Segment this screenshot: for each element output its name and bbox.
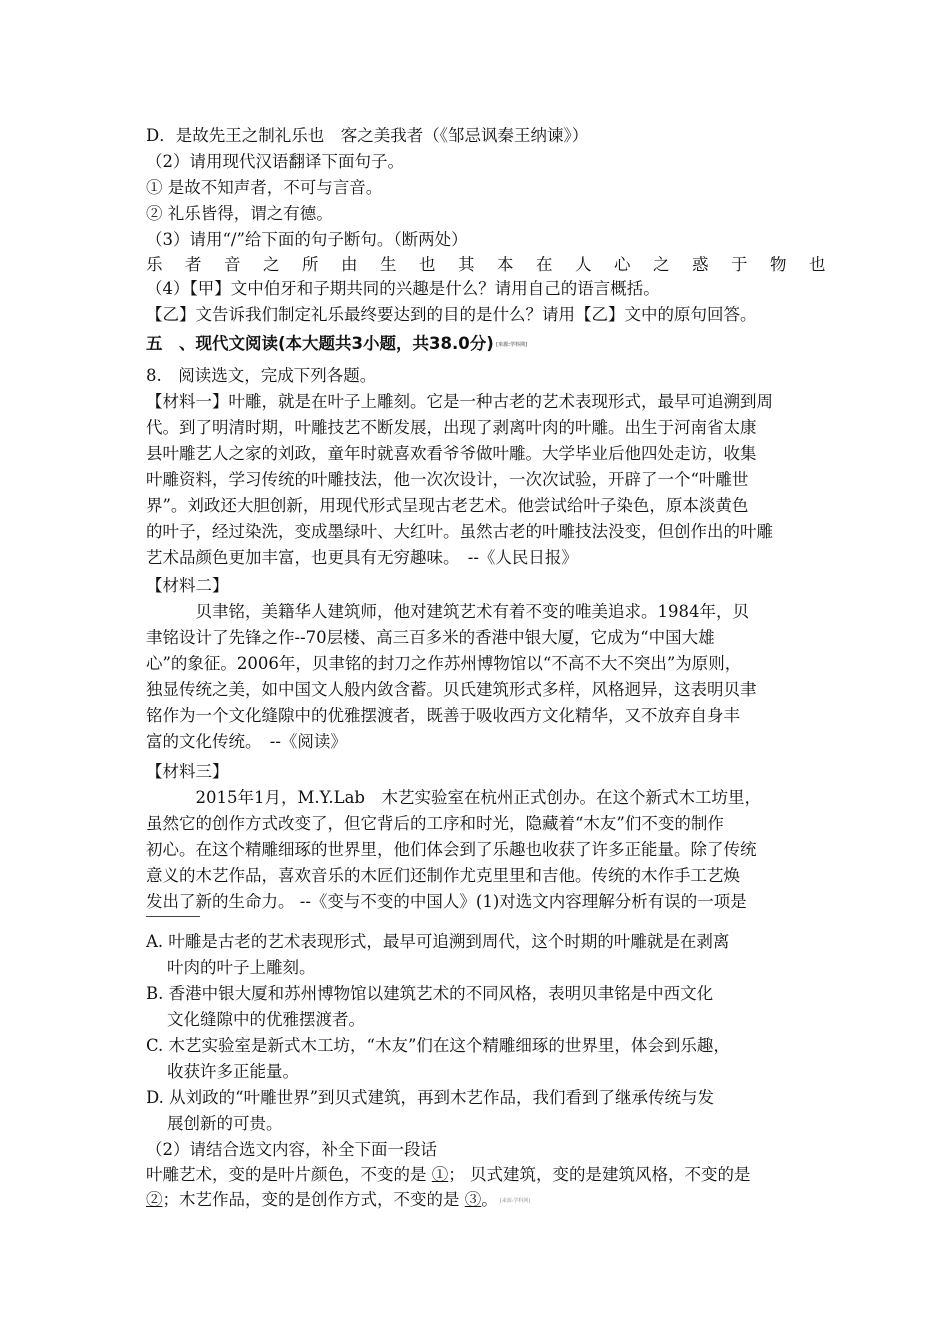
option-b-line: 文化缝隙中的优雅摆渡者。 [167,1010,365,1029]
answer-blank-line [146,916,200,917]
material-1-line: 艺术品颜色更加丰富，也更具有无穷趣味。 --《人民日报》 [146,548,578,567]
option-b-line: B. 香港中银大厦和苏州博物馆以建筑艺术的不同风格，表明贝聿铭是中西文化 [146,984,714,1003]
question-2-fill-prompt: （2）请结合选文内容，补全下面一段话 [146,1140,437,1159]
question-4-jia: （4）【甲】文中伯牙和子期共同的兴趣是什么？请用自己的语言概括。 [146,279,660,298]
material-1-line: 代。到了明清时期，叶雕技艺不断发展，出现了剥离叶肉的叶雕。出生于河南省太康 [146,418,757,437]
material-2-line: 聿铭设计了先锋之作--70层楼、高三百多米的香港中银大厦，它成为“中国大雄 [146,628,715,647]
material-2-line: 铭作为一个文化缝隙中的优雅摆渡者，既善于吸收西方文化精华，又不放弃自身丰 [146,706,740,725]
material-3-line: 意义的木艺作品，喜欢音乐的木匠们还制作尤克里里和吉他。传统的木作手工艺焕 [146,866,740,885]
option-c-line: 收获许多正能量。 [167,1062,299,1081]
material-3-heading: 【材料三】 [146,762,229,781]
fill-text: 。 [481,1190,498,1209]
material-2-heading: 【材料二】 [146,576,229,595]
material-2-line: 独显传统之美，如中国文人般内敛含蓄。贝氏建筑形式多样，风格迥异，这表明贝聿 [146,680,757,699]
material-2-line: 富的文化传统。 --《阅读》 [146,732,347,751]
material-1-line: 县叶雕艺人之家的刘政，童年时就喜欢看爷爷做叶雕。大学毕业后他四处走访，收集 [146,444,757,463]
option-d-line: D．是故先王之制礼乐也 客之美我者（《邹忌讽秦王纳谏》） [146,126,589,145]
material-1-line: 【材料一】叶雕，就是在叶子上雕刻。它是一种古老的艺术表现形式，最早可追溯到周 [146,392,773,411]
fill-text: ；木艺作品，变的是创作方式，不变的是 [162,1190,465,1209]
fill-text: ； 贝式建筑，变的是建筑风格，不变的是 [448,1165,751,1184]
option-d-line: D. 从刘政的“叶雕世界”到贝式建筑，再到木艺作品，我们看到了继承传统与发 [146,1088,715,1107]
question-4-yi: 【乙】文告诉我们制定礼乐最终要达到的目的是什么？请用【乙】文中的原句回答。 [146,305,757,324]
question-3-prompt: （3）请用“/”给下面的句子断句。（断两处） [146,230,468,249]
material-3-line: 2015年1月，M.Y.Lab 木艺实验室在杭州正式创办。在这个新式木工坊里， [146,788,761,807]
option-c-line: C. 木艺实验室是新式木工坊，“木友”们在这个精雕细琢的世界里，体会到乐趣， [146,1036,730,1055]
material-1-line: 界”。刘政还大胆创新，用现代形式呈现古老艺术。他尝试给叶子染色，原本淡黄色 [146,496,749,515]
material-1-line: 的叶子，经过染洗，变成墨绿叶、大红叶。虽然古老的叶雕技法没变，但创作出的叶雕 [146,522,773,541]
material-2-line: 贝聿铭，美籍华人建筑师，他对建筑艺术有着不变的唯美追求。1984年，贝 [146,602,749,621]
question-2-prompt: （2）请用现代汉语翻译下面句子。 [146,152,404,171]
option-a-line: A. 叶雕是古老的艺术表现形式，最早可追溯到周代，这个时期的叶雕就是在剥离 [146,932,730,951]
material-3-line: 发出了新的生命力。 --《变与不变的中国人》(1)对选文内容理解分析有误的一项是 [146,892,747,911]
source-tag: [来源:学科网] [495,341,528,348]
material-3-line: 初心。在这个精雕细琢的世界里，他们体会到了乐趣也收获了许多正能量。除了传统 [146,840,757,859]
translate-sentence-2: ② 礼乐皆得，谓之有德。 [146,204,333,223]
section-five-title: 五 、现代文阅读(本大题共3小题，共38.0分) [146,334,494,353]
blank-1: ① [431,1165,449,1184]
material-1-line: 叶雕资料，学习传统的叶雕技法，他一次次设计，一次次试验，开辟了一个“叶雕世 [146,470,749,489]
fill-in-line-1 [146,1163,751,1187]
option-a-line: 叶肉的叶子上雕刻。 [167,958,316,977]
fill-in-line-2 [146,1188,530,1213]
punctuation-sentence: 乐者音之所由生也其本在人心之惑于物也 [146,255,848,274]
material-2-line: 心”的象征。2006年，贝聿铭的封刀之作苏州博物馆以“不高不大不突出”为原则， [146,654,742,673]
blank-3: ③ [464,1190,482,1209]
source-tag: [来源:学科网] [499,1197,531,1204]
blank-2: ② [146,1190,163,1209]
section-five-heading [146,332,527,357]
translate-sentence-1: ① 是故不知声者，不可与言音。 [146,178,383,197]
option-d-line: 展创新的可贵。 [167,1114,283,1133]
fill-text: 叶雕艺术，变的是叶片颜色，不变的是 [146,1165,432,1184]
material-3-line: 虽然它的创作方式改变了，但它背后的工序和时光，隐藏着“木友”们不变的制作 [146,814,724,833]
question-8-prompt: 8. 阅读选文，完成下列各题。 [146,366,377,385]
